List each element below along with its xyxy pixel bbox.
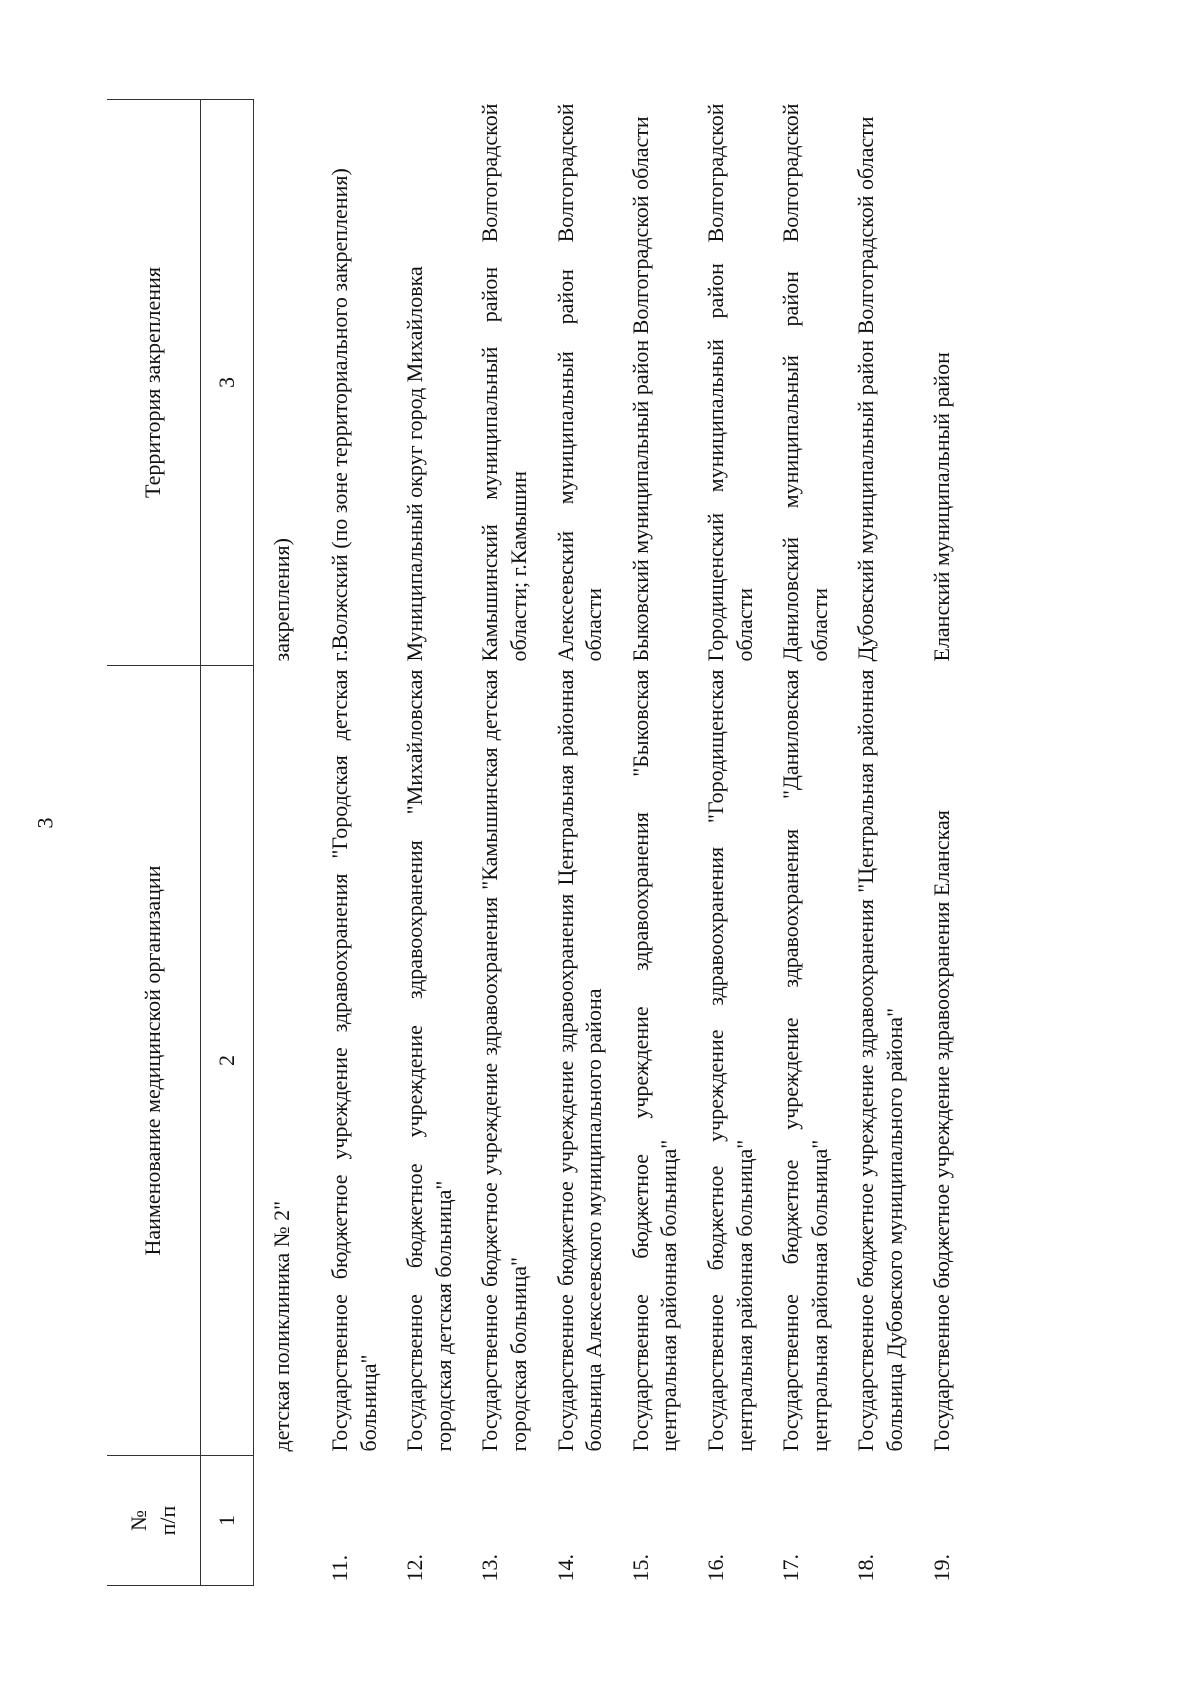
organization-name: Государственное бюджетное учреждение здравоохранения "Даниловская центральная районная больница" <box>778 669 832 1452</box>
organization-name: Государственное бюджетное учреждение здравоохранения "Быковская центральная районная больница" <box>627 669 682 1452</box>
organization-name: Государственное бюджетное учреждение здравоохранения "Городищенская центральная районная больница" <box>702 669 757 1452</box>
rotated-page-content <box>107 100 1080 1586</box>
column-numbers-row <box>201 100 254 1586</box>
row-number: 15. <box>627 1554 653 1582</box>
row-number: 14. <box>552 1554 578 1582</box>
table-row <box>759 100 834 1586</box>
row-number: 13. <box>477 1554 503 1582</box>
row-number: 16. <box>702 1554 728 1582</box>
header-number-abbr: п/п <box>154 1505 180 1536</box>
row-number: 18. <box>853 1554 879 1582</box>
organization-name: Государственное бюджетное учреждение здравоохранения Центральная районная больница Алексеевского муниципального района <box>552 669 607 1452</box>
territory: Даниловский муниципальный район Волгоградской области <box>778 103 832 662</box>
organization-name: Государственное бюджетное учреждение здравоохранения Еланская <box>928 810 954 1452</box>
territory: Муниципальный округ город Михайловка <box>402 266 428 662</box>
territory: Камышинский муниципальный район Волгоградской области; г.Камышин <box>477 103 531 662</box>
row-number: 19. <box>928 1554 954 1582</box>
territory: г.Волжский (по зоне территориального закрепления) <box>327 168 352 662</box>
column-number-2: 2 <box>201 666 254 1456</box>
organization-name: Государственное бюджетное учреждение здравоохранения "Городская детская больница" <box>327 669 381 1452</box>
row-number: 17. <box>778 1554 804 1582</box>
organization-name: Государственное бюджетное учреждение здравоохранения "Михайловская городская детская больница" <box>402 669 456 1452</box>
table-row <box>684 100 759 1586</box>
header-number <box>107 1456 201 1586</box>
table-row <box>534 100 609 1586</box>
territory: Городищенский муниципальный район Волгоградской области <box>702 103 757 662</box>
table-header-row <box>107 100 201 1586</box>
territory: Дубовский муниципальный район Волгоградской области <box>853 116 879 662</box>
table-row <box>458 100 533 1586</box>
table-row <box>609 100 684 1586</box>
header-organization-name: Наименование медицинской организации <box>107 666 201 1456</box>
organization-name: Государственное бюджетное учреждение здравоохранения "Центральная районная больница Дубовского муниципального района" <box>853 669 907 1452</box>
continuation-organization-name: детская поликлиника № 2" <box>269 1200 294 1452</box>
page-number: 3 <box>32 817 58 829</box>
table-row <box>383 100 458 1586</box>
territory: Алексеевский муниципальный район Волгоградской области <box>552 103 607 662</box>
table-row <box>910 100 957 1586</box>
territory: Быковский муниципальный район Волгоградской области <box>627 116 653 662</box>
continuation-number <box>254 1456 309 1586</box>
column-number-1: 1 <box>201 1456 254 1586</box>
header-number-symbol: № <box>125 1510 151 1531</box>
organization-name: Государственное бюджетное учреждение здравоохранения "Камышинская детская городская больница" <box>477 669 531 1452</box>
row-number: 12. <box>402 1554 428 1582</box>
column-number-3: 3 <box>201 100 254 666</box>
table-row <box>308 100 383 1586</box>
territory: Еланский муниципальный район <box>928 352 954 662</box>
territory-assignment-table <box>107 99 956 1586</box>
table-row <box>834 100 909 1586</box>
continuation-territory: закрепления) <box>269 538 294 662</box>
continuation-row <box>254 100 309 1586</box>
header-territory: Территория закрепления <box>107 100 201 666</box>
row-number: 11. <box>327 1554 352 1582</box>
